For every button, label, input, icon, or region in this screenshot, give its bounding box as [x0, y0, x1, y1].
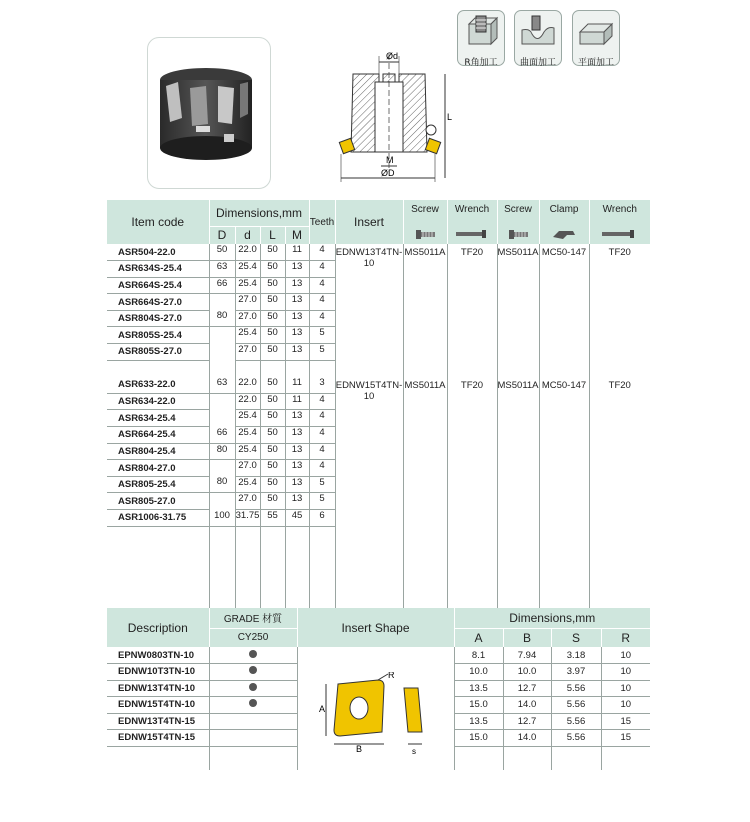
clamp-value: MC50-147 [539, 244, 589, 377]
header-S: S [551, 628, 601, 647]
dim-D [209, 410, 235, 427]
dim-M: 13 [285, 294, 309, 311]
dim-S: 5.56 [551, 713, 601, 730]
dim-M: 13 [285, 427, 309, 444]
insert-code: EDNW13T4TN-10 [107, 680, 209, 697]
dim-d: 27.0 [235, 344, 260, 361]
dim-D: 66 [209, 277, 235, 294]
dim-M: 13 [285, 460, 309, 477]
dim-D [209, 294, 235, 311]
dim-D [209, 344, 235, 361]
screw-icon [503, 227, 533, 241]
dim-B: 14.0 [503, 697, 551, 714]
available-dot-icon [249, 650, 257, 658]
dim-L: 50 [260, 294, 285, 311]
insert-value: EDNW13T4TN-10 [335, 244, 403, 377]
item-code: ASR664-25.4 [107, 427, 209, 444]
dim-d: 25.4 [235, 261, 260, 278]
face-mill-photo [148, 38, 270, 188]
dim-R: 10 [601, 647, 650, 664]
dim-A-label: A [319, 704, 326, 714]
teeth-count: 5 [309, 476, 335, 493]
cutter-row [107, 377, 650, 394]
header-insert: Insert [335, 200, 403, 244]
screw-value: MS5011A [403, 244, 447, 377]
wrench-2-value: TF20 [589, 377, 650, 609]
dim-A: 10.0 [454, 664, 503, 681]
screw-2-value: MS5011A [497, 244, 539, 377]
dim-D [209, 493, 235, 510]
dim-L: 50 [260, 493, 285, 510]
teeth-count: 5 [309, 493, 335, 510]
clamp-value: MC50-147 [539, 377, 589, 609]
dim-M: 13 [285, 310, 309, 327]
dim-L: 50 [260, 427, 285, 444]
dim-d: 25.4 [235, 277, 260, 294]
dim-L: 50 [260, 310, 285, 327]
dim-A: 15.0 [454, 730, 503, 747]
item-code: ASR1006-31.75 [107, 510, 209, 527]
wrench-value: TF20 [447, 244, 497, 377]
dim-D: 80 [209, 476, 235, 493]
screw-icon [410, 227, 440, 241]
wrench-icon [452, 227, 492, 241]
item-code: ASR633-22.0 [107, 377, 209, 394]
teeth-count: 4 [309, 443, 335, 460]
dim-D [209, 393, 235, 410]
teeth-count: 6 [309, 510, 335, 527]
dim-D [209, 460, 235, 477]
header-dimensions: Dimensions,mm [454, 608, 650, 628]
cutter-specs-table [107, 200, 650, 609]
header-description: Description [107, 608, 209, 647]
dim-M: 13 [285, 327, 309, 344]
dim-R: 15 [601, 730, 650, 747]
dim-d: 25.4 [235, 327, 260, 344]
dim-R: 10 [601, 664, 650, 681]
grade-availability [209, 730, 297, 747]
dim-L: 50 [260, 327, 285, 344]
dim-B-label: B [356, 744, 363, 754]
header-teeth: Teeth [309, 200, 335, 244]
dim-D: 63 [209, 261, 235, 278]
available-dot-icon [249, 666, 257, 674]
header-wrench: Wrench [447, 200, 497, 226]
dim-S: 3.18 [551, 647, 601, 664]
process-label: 曲面加工 [519, 58, 556, 68]
dim-d: 27.0 [235, 310, 260, 327]
dim-L: 50 [260, 460, 285, 477]
dim-S: 5.56 [551, 730, 601, 747]
clamp-icon [549, 227, 579, 241]
teeth-count: 4 [309, 277, 335, 294]
cutter-row [107, 244, 650, 261]
header-wrench-2: Wrench [589, 200, 650, 226]
insert-code: EPNW0803TN-10 [107, 647, 209, 664]
dim-d: 22.0 [235, 377, 260, 394]
dim-d: 25.4 [235, 443, 260, 460]
process-r-corner [457, 10, 505, 66]
dim-L: 55 [260, 510, 285, 527]
dim-M: 11 [285, 393, 309, 410]
dim-A: 13.5 [454, 713, 503, 730]
item-code: ASR664S-25.4 [107, 277, 209, 294]
cutter-rows [107, 244, 650, 609]
wrench-icon [598, 227, 642, 241]
m-label: M [386, 155, 394, 165]
insert-code: EDNW15T4TN-15 [107, 730, 209, 747]
cutter-section-drawing [335, 42, 455, 192]
process-label: R角加工 [464, 58, 498, 68]
dim-B: 12.7 [503, 680, 551, 697]
dim-L: 50 [260, 244, 285, 261]
header-dimensions: Dimensions,mm [209, 200, 309, 226]
dim-M: 13 [285, 261, 309, 278]
header-clamp: Clamp [539, 200, 589, 226]
item-code: ASR805-25.4 [107, 476, 209, 493]
teeth-count: 5 [309, 344, 335, 361]
dim-B: 10.0 [503, 664, 551, 681]
dim-d: 25.4 [235, 410, 260, 427]
available-dot-icon [249, 683, 257, 691]
dim-M: 13 [285, 443, 309, 460]
header-grade-code: CY250 [209, 628, 297, 647]
dim-B: 7.94 [503, 647, 551, 664]
dim-d: 22.0 [235, 244, 260, 261]
dim-M: 11 [285, 377, 309, 394]
dim-L: 50 [260, 410, 285, 427]
wrench-value: TF20 [447, 377, 497, 609]
dim-d: 27.0 [235, 294, 260, 311]
insert-shape-drawing [318, 672, 438, 754]
teeth-count: 4 [309, 410, 335, 427]
item-code: ASR804-25.4 [107, 443, 209, 460]
insert-code: EDNW15T4TN-10 [107, 697, 209, 714]
header-B: B [503, 628, 551, 647]
dim-D [209, 327, 235, 344]
process-flat-surface [572, 10, 620, 66]
teeth-count: 4 [309, 427, 335, 444]
dim-A: 15.0 [454, 697, 503, 714]
grade-availability [209, 680, 297, 697]
dim-L: 50 [260, 443, 285, 460]
dim-L: 50 [260, 261, 285, 278]
item-code: ASR634-25.4 [107, 410, 209, 427]
dim-d: 25.4 [235, 476, 260, 493]
dim-d: 22.0 [235, 393, 260, 410]
teeth-count: 4 [309, 393, 335, 410]
dim-S: 5.56 [551, 680, 601, 697]
flat-surface-machining-icon [576, 14, 616, 50]
wrench-2-value: TF20 [589, 244, 650, 377]
dim-S: 5.56 [551, 697, 601, 714]
dim-L: 50 [260, 393, 285, 410]
dim-d: 25.4 [235, 427, 260, 444]
dim-R: 15 [601, 713, 650, 730]
header-R: R [601, 628, 650, 647]
dim-L: 50 [260, 344, 285, 361]
header-grade: GRADE 材質 [209, 608, 297, 628]
item-code: ASR504-22.0 [107, 244, 209, 261]
teeth-count: 4 [309, 294, 335, 311]
dim-D: 66 [209, 427, 235, 444]
item-code: ASR664S-27.0 [107, 294, 209, 311]
process-label: 平面加工 [577, 58, 614, 68]
screw-2-value: MS5011A [497, 377, 539, 609]
dim-s-label: s [412, 747, 416, 754]
header-M: M [285, 226, 309, 244]
dim-M: 13 [285, 277, 309, 294]
teeth-count: 4 [309, 244, 335, 261]
insert-code: EDNW10T3TN-10 [107, 664, 209, 681]
header-insert-shape: Insert Shape [297, 608, 454, 647]
item-code: ASR805S-25.4 [107, 327, 209, 344]
item-code: ASR804-27.0 [107, 460, 209, 477]
available-dot-icon [249, 699, 257, 707]
item-code: ASR804S-27.0 [107, 310, 209, 327]
dim-R: 10 [601, 680, 650, 697]
header-screw: Screw [403, 200, 447, 226]
teeth-count: 4 [309, 460, 335, 477]
dim-R-label: R [388, 672, 395, 680]
dim-M: 13 [285, 410, 309, 427]
dim-B: 12.7 [503, 713, 551, 730]
dim-D: 100 [209, 510, 235, 527]
dim-d: 31.75 [235, 510, 260, 527]
dim-M: 13 [285, 493, 309, 510]
dim-D: 80 [209, 310, 235, 327]
dim-L: 50 [260, 277, 285, 294]
dim-d: 27.0 [235, 460, 260, 477]
header-screw-2: Screw [497, 200, 539, 226]
r-corner-machining-icon [461, 14, 501, 50]
insert-row [107, 647, 650, 664]
dim-B: 14.0 [503, 730, 551, 747]
header-A: A [454, 628, 503, 647]
dim-M: 11 [285, 244, 309, 261]
teeth-count: 4 [309, 310, 335, 327]
teeth-count: 4 [309, 261, 335, 278]
curved-surface-machining-icon [518, 14, 558, 50]
insert-value: EDNW15T4TN-10 [335, 377, 403, 609]
dim-D: 63 [209, 377, 235, 394]
teeth-count: 3 [309, 377, 335, 394]
dim-M: 13 [285, 344, 309, 361]
insert-code: EDNW13T4TN-15 [107, 713, 209, 730]
process-curved-surface [514, 10, 562, 66]
grade-availability [209, 697, 297, 714]
dim-d: 27.0 [235, 493, 260, 510]
teeth-count: 5 [309, 327, 335, 344]
dim-A: 8.1 [454, 647, 503, 664]
dim-L: 50 [260, 476, 285, 493]
d-label: Ød [386, 51, 399, 61]
grade-availability [209, 647, 297, 664]
dim-M: 45 [285, 510, 309, 527]
grade-availability [209, 664, 297, 681]
dim-M: 13 [285, 476, 309, 493]
header-D: D [209, 226, 235, 244]
screw-value: MS5011A [403, 377, 447, 609]
D-label: ØD [381, 168, 395, 178]
dim-D: 50 [209, 244, 235, 261]
item-code: ASR805S-27.0 [107, 344, 209, 361]
header-item-code: Item code [107, 200, 209, 244]
dim-S: 3.97 [551, 664, 601, 681]
item-code: ASR805-27.0 [107, 493, 209, 510]
header-d: d [235, 226, 260, 244]
item-code: ASR634-22.0 [107, 393, 209, 410]
L-label: L [447, 112, 453, 122]
dim-R: 10 [601, 697, 650, 714]
dim-D: 80 [209, 443, 235, 460]
product-photo-frame [147, 37, 271, 189]
grade-availability [209, 713, 297, 730]
dim-A: 13.5 [454, 680, 503, 697]
item-code: ASR634S-25.4 [107, 261, 209, 278]
dim-L: 50 [260, 377, 285, 394]
header-L: L [260, 226, 285, 244]
